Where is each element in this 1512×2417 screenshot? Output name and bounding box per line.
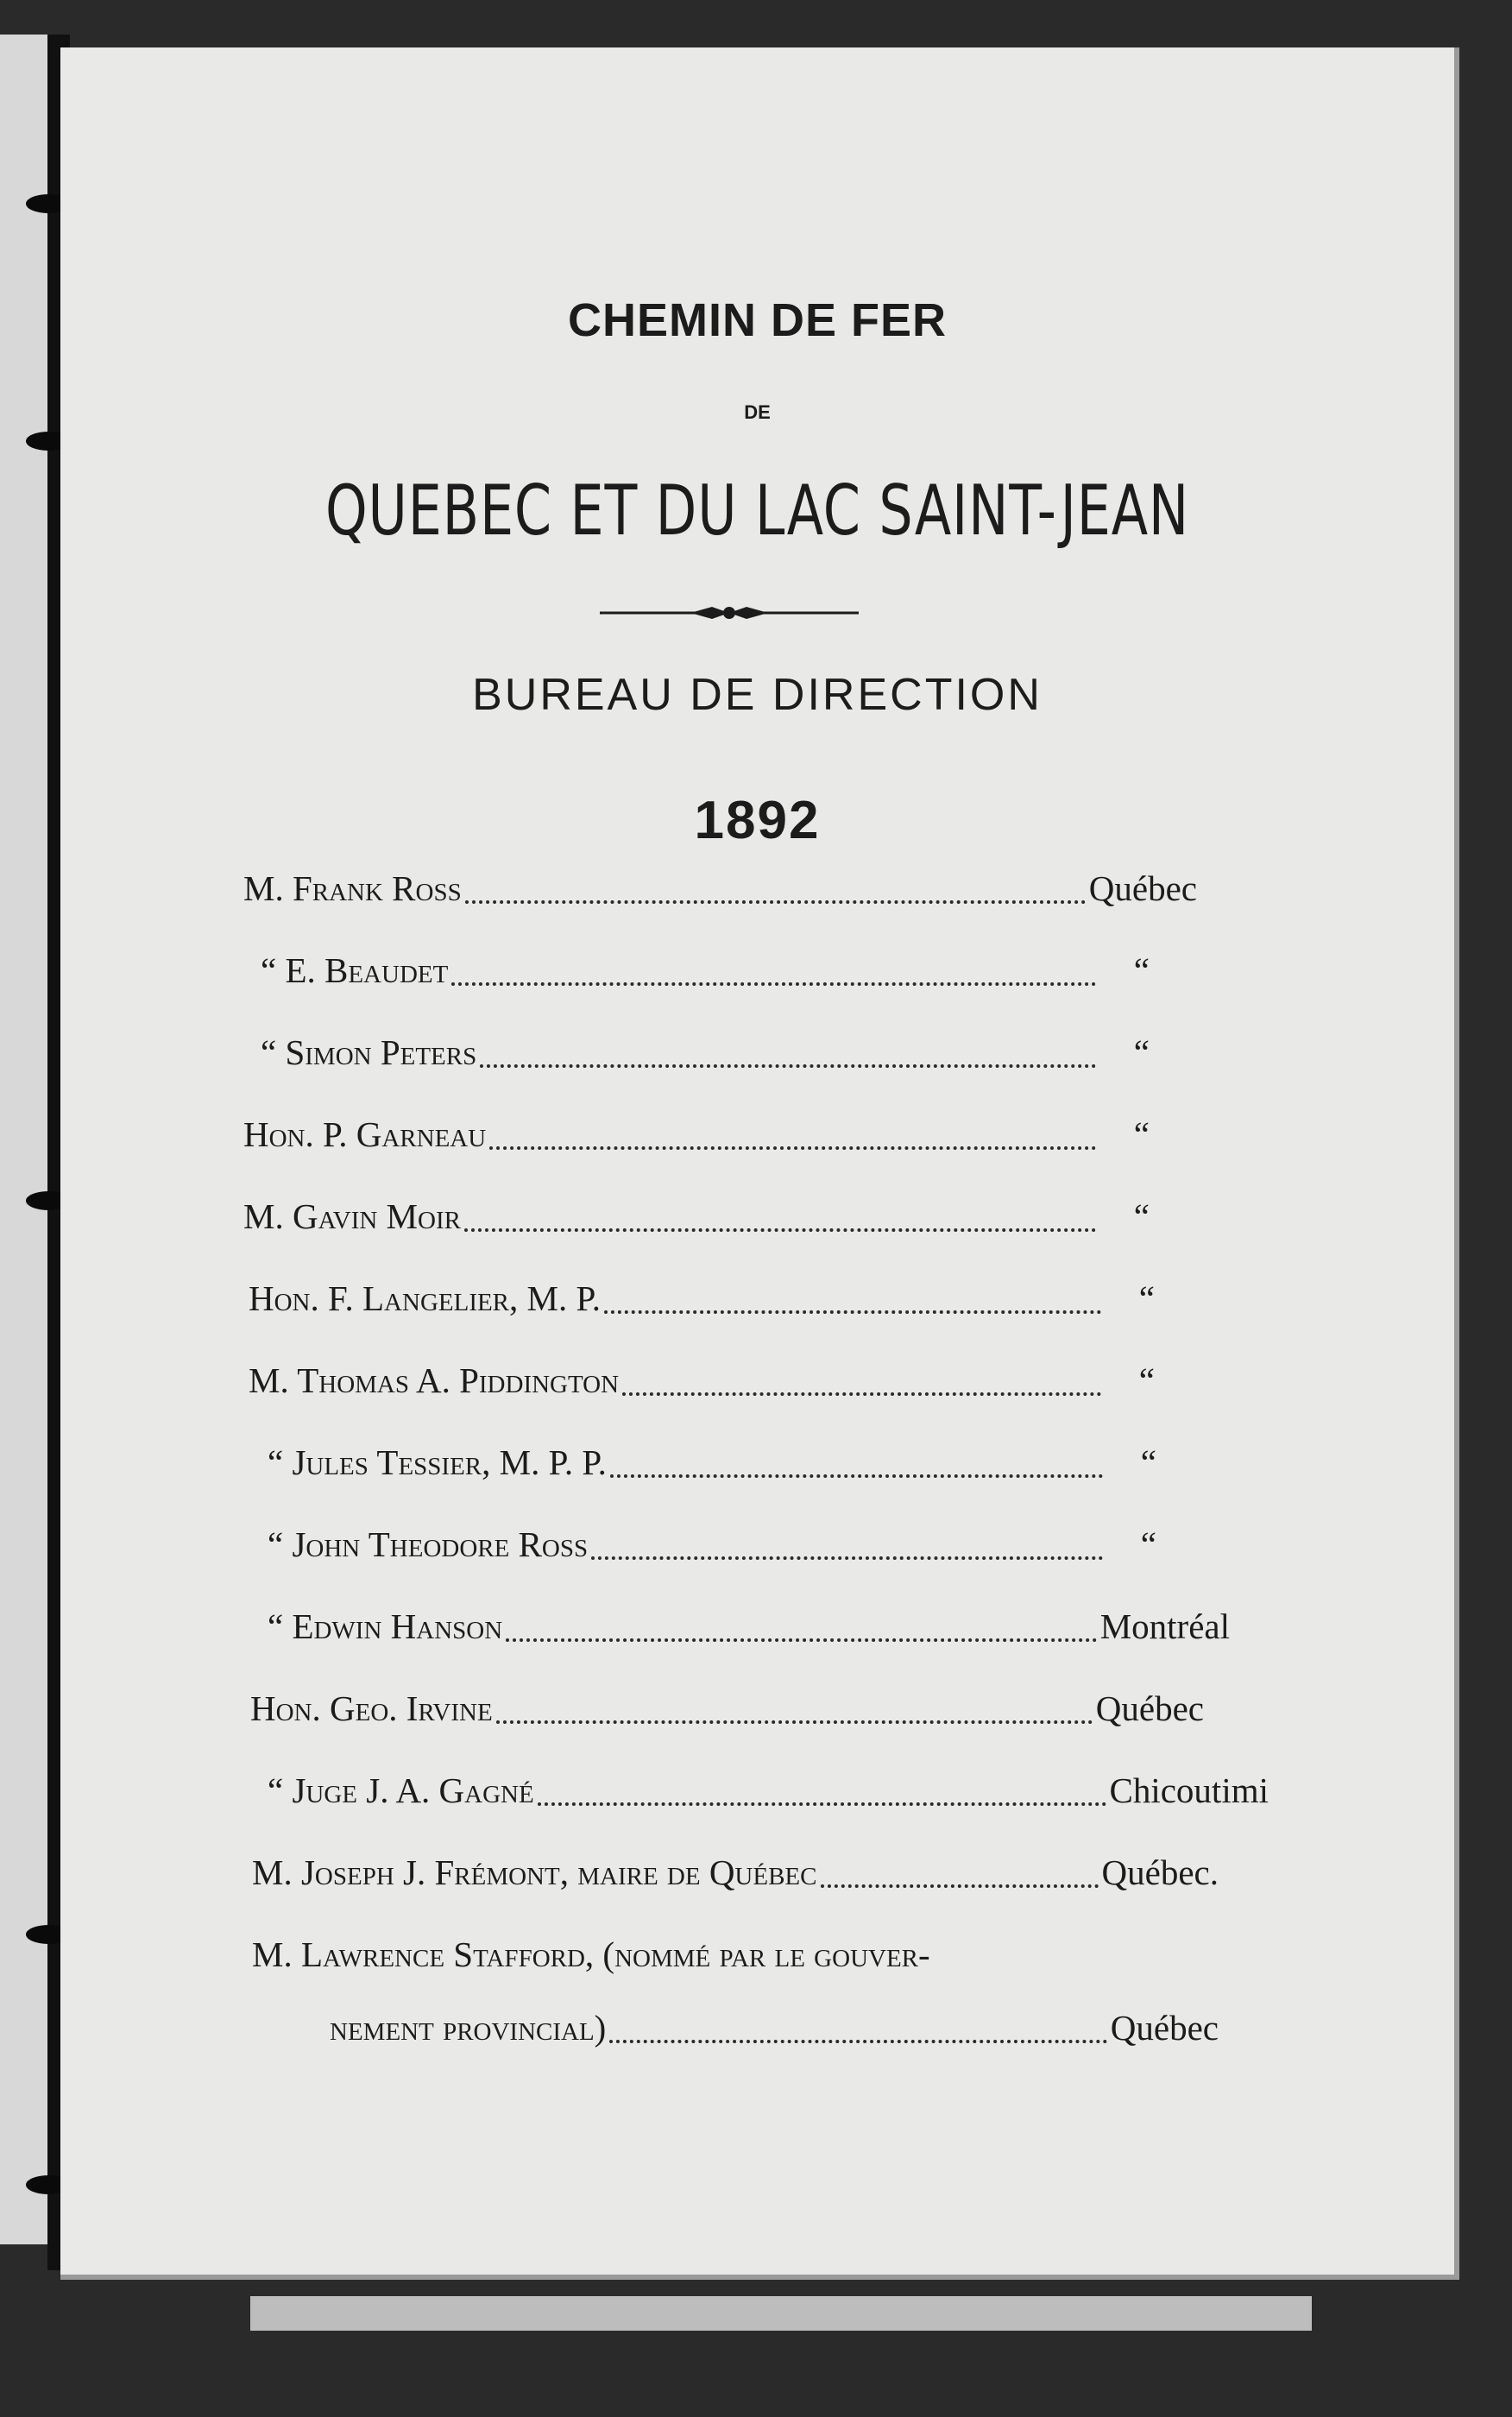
director-row	[268, 1524, 1156, 1575]
director-row	[250, 1688, 1204, 1739]
director-location: Québec	[1110, 2008, 1219, 2048]
leader-dots	[538, 1802, 1106, 1806]
director-row	[261, 950, 1150, 1001]
lower-page-edge	[250, 2296, 1312, 2331]
director-location: “	[1140, 1442, 1156, 1482]
director-location: Québec.	[1101, 1852, 1219, 1892]
director-name: M. Thomas A. Piddington	[249, 1360, 620, 1400]
director-name: Hon. P. Garneau	[243, 1114, 487, 1154]
director-location: Montréal	[1099, 1606, 1230, 1646]
leader-dots	[496, 1720, 1093, 1724]
director-name: Hon. F. Langelier, M. P.	[249, 1278, 601, 1318]
director-location: Québec	[1095, 1688, 1204, 1728]
director-location: Québec	[1088, 868, 1197, 908]
leader-dots	[604, 1310, 1101, 1314]
leader-dots	[465, 900, 1086, 904]
director-row	[243, 1114, 1150, 1165]
leader-dots	[480, 1064, 1096, 1068]
director-location: “	[1133, 1114, 1150, 1154]
year-heading: 1892	[694, 791, 821, 850]
facing-page-edge	[0, 35, 52, 2244]
director-name: M. Joseph J. Frémont, maire de Québec	[252, 1852, 817, 1892]
director-name: nement provincial)	[330, 2008, 607, 2048]
document-page	[60, 47, 1459, 2280]
leader-dots	[609, 2040, 1106, 2043]
director-location: “	[1133, 950, 1150, 990]
director-row	[261, 1032, 1150, 1083]
director-name: M. Lawrence Stafford, (nommé par le gouver-	[252, 1934, 930, 1974]
leader-dots	[489, 1146, 1096, 1150]
director-name: “ Juge J. A. Gagné	[268, 1770, 534, 1810]
director-location: “	[1138, 1278, 1155, 1318]
director-row	[268, 1770, 1269, 1821]
leader-dots	[464, 1228, 1096, 1232]
director-location: “	[1133, 1196, 1150, 1236]
leader-dots	[610, 1474, 1103, 1478]
director-name: “ Edwin Hanson	[268, 1606, 503, 1646]
director-name: “ Jules Tessier, M. P. P.	[268, 1442, 607, 1482]
director-row	[243, 1196, 1150, 1247]
title-line-2: QUEBEC ET DU LAC SAINT-JEAN	[324, 470, 1190, 551]
leader-dots	[506, 1638, 1097, 1642]
leader-dots	[622, 1392, 1101, 1396]
director-location: “	[1138, 1360, 1155, 1400]
section-heading: BUREAU DE DIRECTION	[472, 670, 1043, 720]
director-name: M. Frank Ross	[243, 868, 462, 908]
director-name: M. Gavin Moir	[243, 1196, 461, 1236]
director-row	[252, 1934, 1219, 1985]
director-row	[243, 868, 1197, 919]
director-name: “ Simon Peters	[261, 1032, 477, 1072]
director-location: “	[1140, 1524, 1156, 1564]
director-row	[249, 1360, 1155, 1411]
leader-dots	[821, 1884, 1099, 1888]
title-line-1: CHEMIN DE FER	[567, 294, 947, 346]
director-location: “	[1133, 1032, 1150, 1072]
director-name: “ E. Beaudet	[261, 950, 449, 990]
director-row-continuation	[330, 2007, 1219, 2059]
director-row	[268, 1442, 1156, 1493]
director-list	[60, 47, 1454, 2275]
director-location: Chicoutimi	[1109, 1770, 1269, 1810]
leader-dots	[591, 1556, 1103, 1560]
director-name: “ John Theodore Ross	[268, 1524, 589, 1564]
title-preposition: DE	[744, 401, 771, 423]
director-row	[252, 1852, 1219, 1903]
director-name: Hon. Geo. Irvine	[250, 1688, 493, 1728]
director-row	[249, 1278, 1155, 1329]
director-row	[268, 1606, 1230, 1657]
leader-dots	[451, 982, 1095, 986]
